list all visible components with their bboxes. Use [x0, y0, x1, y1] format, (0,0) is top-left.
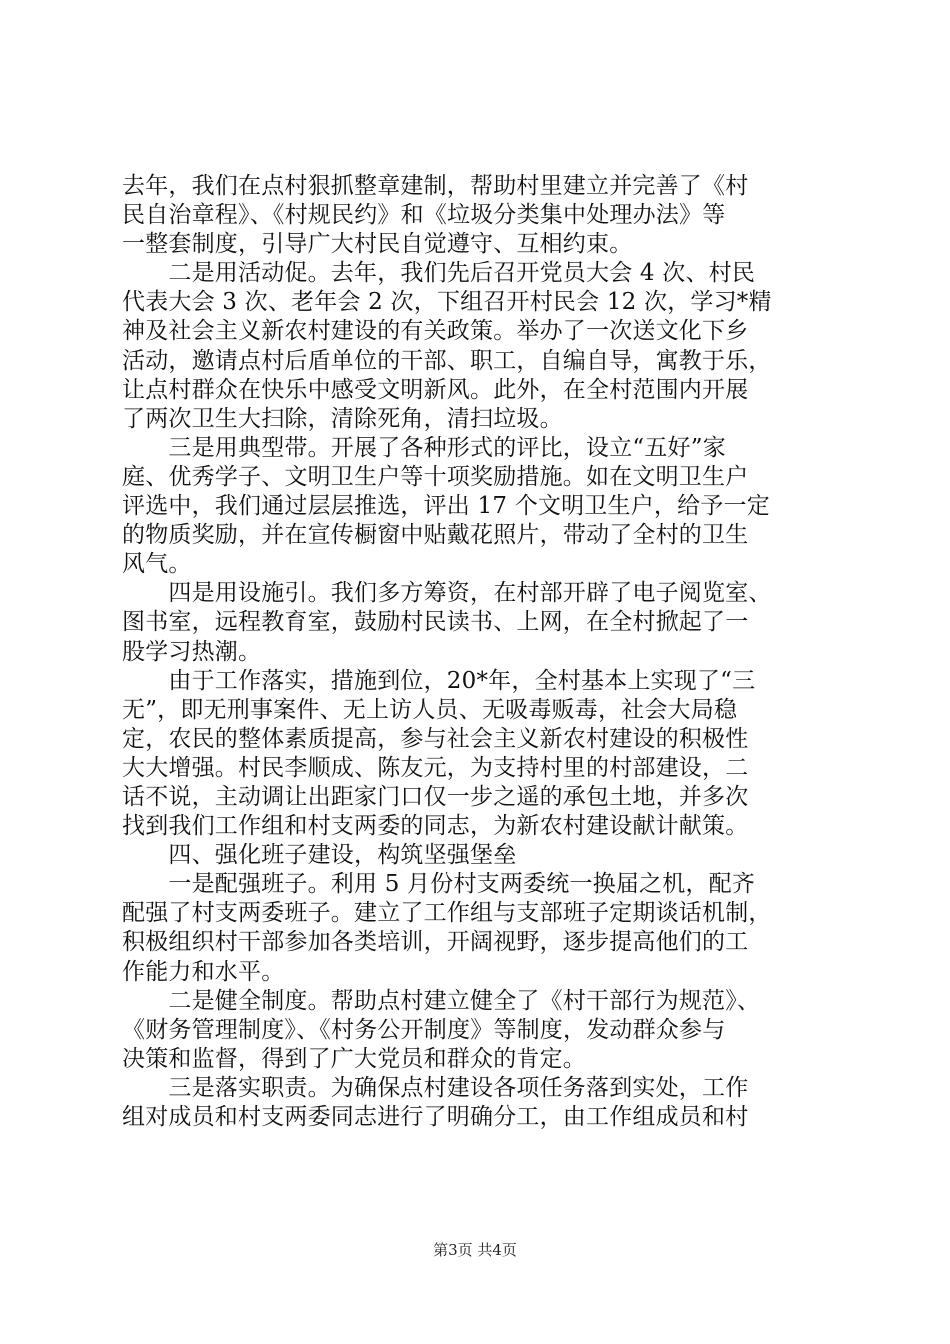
- page-footer: 第3页 共4页: [433, 1241, 517, 1259]
- text-line: 股学习热潮。: [122, 638, 262, 665]
- text-line: 让点村群众在快乐中感受文明新风。此外，在全村范围内开展: [122, 376, 749, 403]
- text-line: 神及社会主义新农村建设的有关政策。举办了一次送文化下乡: [122, 318, 749, 345]
- text-line: 去年，我们在点村狠抓整章建制，帮助村里建立并完善了《村: [122, 173, 749, 199]
- text-line: 图书室，远程教育室，鼓励村民读书、上网，在全村掀起了一: [122, 609, 749, 636]
- text-line: 风气。: [122, 551, 192, 578]
- text-line: 由于工作落实，措施到位，20*年，全村基本上实现了“三: [122, 667, 756, 694]
- text-line: 的物质奖励，并在宣传橱窗中贴戴花照片，带动了全村的卫生: [122, 522, 749, 549]
- text-line: 四是用设施引。我们多方筹资，在村部开辟了电子阅览室、: [122, 580, 772, 607]
- text-line: 积极组织村干部参加各类培训，开阔视野，逐步提高他们的工: [122, 929, 749, 956]
- text-line: 配强了村支两委班子。建立了工作组与支部班子定期谈话机制，: [122, 900, 772, 927]
- text-line: 无”，即无刑事案件、无上访人员、无吸毒贩毒，社会大局稳: [122, 696, 738, 723]
- text-line: 组对成员和村支两委同志进行了明确分工，由工作组成员和村: [122, 1104, 749, 1130]
- text-line: 话不说，主动调让出距家门口仅一步之遥的承包土地，并多次: [122, 783, 749, 810]
- text-line: 评选中，我们通过层层推选，评出 17 个文明卫生户，给予一定: [122, 493, 770, 520]
- text-line: 三是落实职责。为确保点村建设各项任务落到实处，工作: [122, 1074, 749, 1101]
- text-line: 二是用活动促。去年，我们先后召开党员大会 4 次、村民: [122, 260, 756, 287]
- text-line: 作能力和水平。: [122, 958, 285, 985]
- text-line: 庭、优秀学子、文明卫生户等十项奖励措施。如在文明卫生户: [122, 463, 749, 490]
- text-line: 代表大会 3 次、老年会 2 次，下组召开村民会 12 次，学习*精: [122, 289, 772, 316]
- text-line: 活动，邀请点村后盾单位的干部、职工，自编自导，寓教于乐，: [122, 347, 772, 374]
- text-line: 找到我们工作组和村支两委的同志，为新农村建设献计献策。: [122, 813, 749, 840]
- text-line: 三是用典型带。开展了各种形式的评比，设立“五好”家: [122, 434, 726, 461]
- text-line: 四、强化班子建设，构筑坚强堡垒: [122, 842, 517, 869]
- text-line: 一是配强班子。利用 5 月份村支两委统一换届之机，配齐: [122, 871, 756, 898]
- document-body: [122, 172, 834, 1132]
- text-line: 一整套制度，引导广大村民自觉遵守、互相约束。: [122, 231, 633, 258]
- text-line: 《财务管理制度》、《村务公开制度》等制度，发动群众参与: [122, 1016, 726, 1043]
- text-line: 民自治章程》、《村规民约》和《垃圾分类集中处理办法》等: [122, 202, 726, 229]
- text-line: 大大增强。村民李顺成、陈友元，为支持村里的村部建设，二: [122, 754, 749, 781]
- text-line: 决策和监督，得到了广大党员和群众的肯定。: [122, 1045, 586, 1072]
- text-line: 了两次卫生大扫除，清除死角，清扫垃圾。: [122, 405, 563, 432]
- text-line: 定，农民的整体素质提高，参与社会主义新农村建设的积极性: [122, 725, 749, 752]
- text-line: 二是健全制度。帮助点村建立健全了《村干部行为规范》、: [122, 987, 761, 1014]
